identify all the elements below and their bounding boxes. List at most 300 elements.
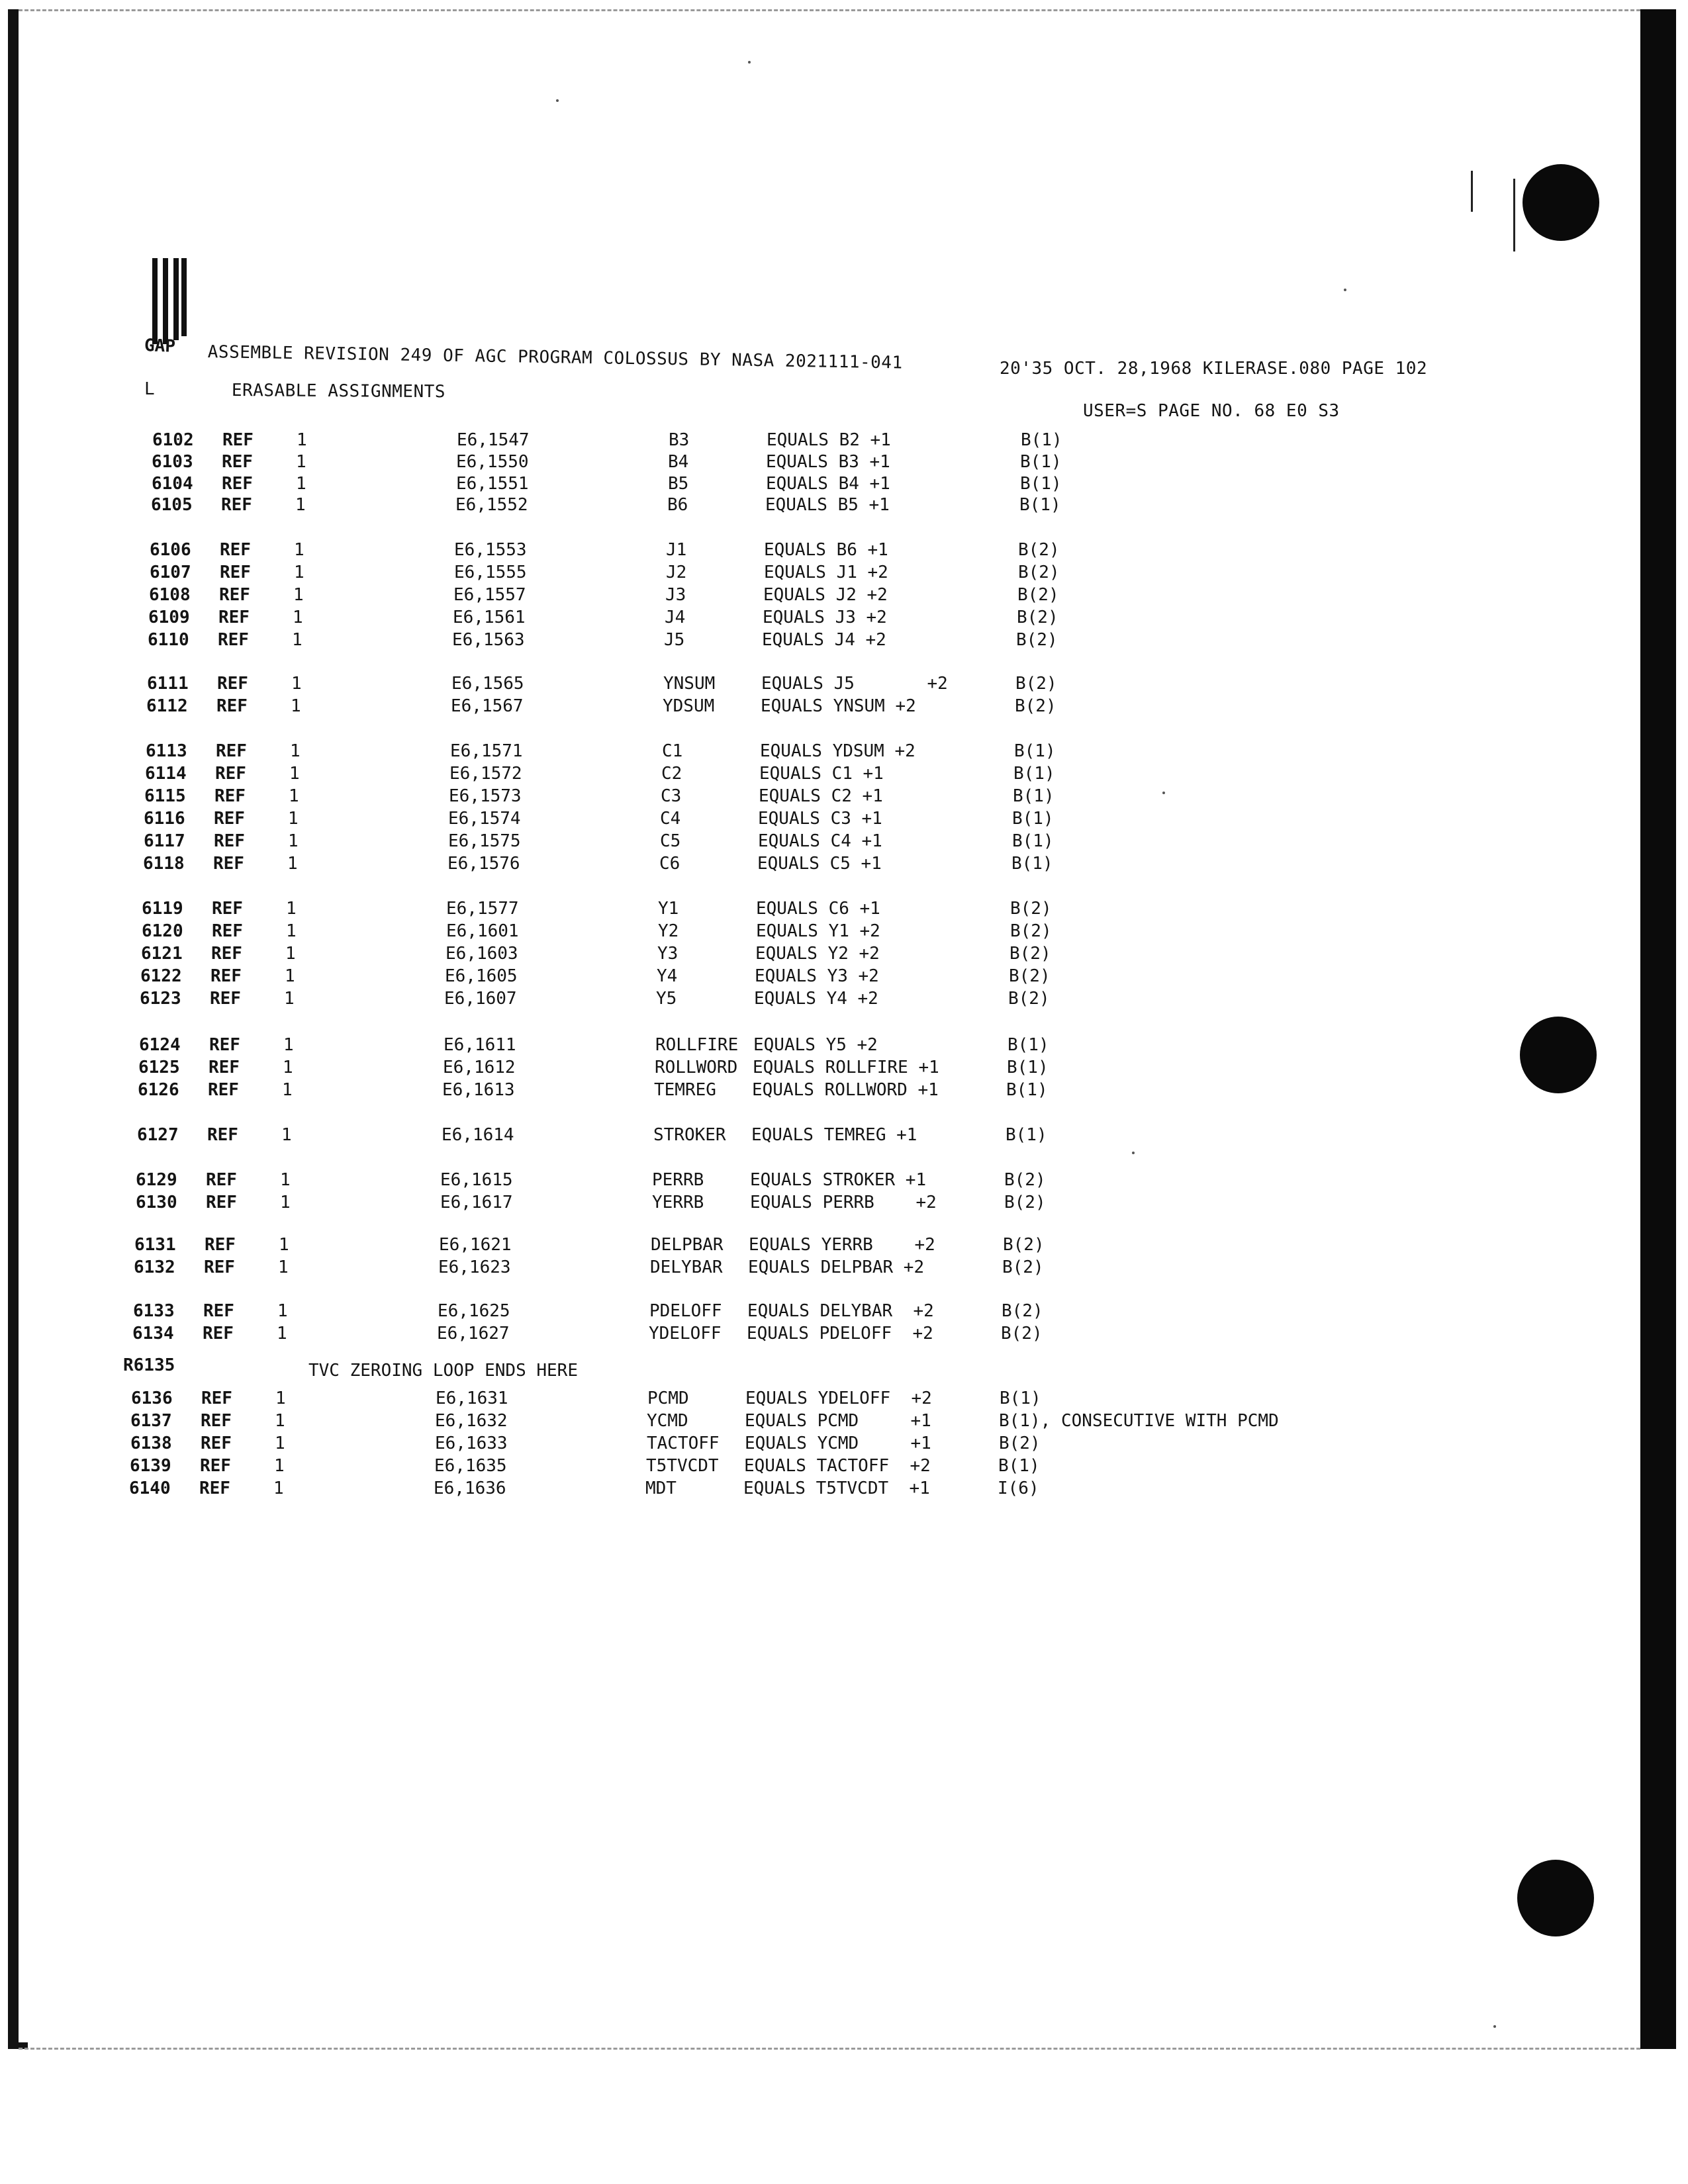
- storage-type: B(2): [1018, 540, 1060, 560]
- line-number: 6130: [136, 1193, 177, 1212]
- symbol-name: C5: [660, 831, 681, 851]
- op-code: REF: [208, 1080, 239, 1100]
- op-code: REF: [214, 831, 245, 851]
- listing-row: [0, 608, 1452, 627]
- line-number: 6117: [144, 831, 185, 851]
- listing-row: [0, 989, 1444, 1009]
- listing-row: [0, 1125, 1441, 1145]
- erasable-address: E6,1553: [454, 540, 527, 560]
- ref-count: 1: [280, 1193, 291, 1212]
- op-code: REF: [204, 1257, 235, 1277]
- line-number: 6108: [149, 585, 191, 605]
- equals-statement: EQUALS C4 +1: [758, 831, 882, 851]
- listing-row: [0, 1080, 1442, 1100]
- storage-type: B(1): [1020, 452, 1062, 472]
- equals-statement: EQUALS T5TVCDT +1: [743, 1479, 930, 1498]
- equals-statement: EQUALS B5 +1: [765, 495, 890, 515]
- storage-type: B(2): [1004, 1193, 1046, 1212]
- erasable-address: E6,1551: [456, 474, 529, 494]
- scan-speck: [748, 61, 751, 64]
- erasable-address: E6,1612: [443, 1058, 516, 1077]
- symbol-name: YNSUM: [663, 674, 716, 694]
- symbol-name: PERRB: [652, 1170, 704, 1190]
- scan-speck: [1132, 1152, 1135, 1154]
- ref-count: 1: [275, 1411, 285, 1431]
- op-code: REF: [213, 854, 244, 874]
- storage-type: B(2): [1009, 966, 1051, 986]
- symbol-name: C4: [660, 809, 681, 829]
- equals-statement: EQUALS YCMD +1: [745, 1433, 931, 1453]
- storage-type: B(2): [1015, 674, 1057, 694]
- equals-statement: EQUALS ROLLFIRE +1: [753, 1058, 939, 1077]
- symbol-name: YDELOFF: [649, 1324, 722, 1343]
- listing-row: [0, 764, 1449, 784]
- op-code: REF: [209, 1058, 240, 1077]
- listing-row: [0, 1193, 1440, 1212]
- listing-row: [0, 899, 1446, 919]
- user-page-number: USER=S PAGE NO. 68 E0 S3: [1083, 401, 1340, 421]
- op-code: REF: [214, 786, 246, 806]
- line-number: 6107: [150, 563, 191, 582]
- ref-count: 1: [292, 630, 303, 650]
- line-number: 6103: [152, 452, 193, 472]
- storage-type: B(1): [1014, 741, 1056, 761]
- line-number: 6113: [146, 741, 187, 761]
- erasable-address: E6,1607: [444, 989, 517, 1009]
- erasable-address: E6,1611: [444, 1035, 516, 1055]
- listing-row: [0, 474, 1456, 494]
- ref-count: 1: [286, 899, 297, 919]
- equals-statement: EQUALS YNSUM +2: [761, 696, 916, 716]
- ref-count: 1: [296, 452, 306, 472]
- ref-count: 1: [289, 764, 300, 784]
- equals-statement: EQUALS YDELOFF +2: [745, 1388, 932, 1408]
- listing-row: [0, 1257, 1438, 1277]
- listing-row: [0, 563, 1454, 582]
- op-code: REF: [220, 540, 251, 560]
- ref-count: 1: [297, 430, 307, 450]
- scan-speck: [1162, 792, 1165, 794]
- ref-count: 1: [293, 585, 304, 605]
- storage-type: B(1): [1011, 854, 1053, 874]
- storage-type: B(1): [1006, 1080, 1048, 1100]
- equals-statement: EQUALS J5 +2: [761, 674, 948, 694]
- op-code: REF: [203, 1324, 234, 1343]
- punch-hole-top: [1523, 164, 1599, 241]
- ref-count: 1: [296, 474, 306, 494]
- erasable-address: E6,1621: [439, 1235, 512, 1255]
- symbol-name: ROLLFIRE: [655, 1035, 739, 1055]
- op-code: REF: [200, 1456, 231, 1476]
- line-number: 6111: [147, 674, 189, 694]
- erasable-address: E6,1575: [448, 831, 521, 851]
- line-number: 6132: [134, 1257, 175, 1277]
- erasable-address: E6,1635: [434, 1456, 507, 1476]
- op-code: REF: [215, 764, 246, 784]
- line-number: 6134: [132, 1324, 174, 1343]
- listing-row: [0, 854, 1447, 874]
- erasable-address: E6,1613: [442, 1080, 515, 1100]
- equals-statement: EQUALS J2 +2: [763, 585, 888, 605]
- line-number: 6137: [130, 1411, 172, 1431]
- erasable-address: E6,1572: [449, 764, 522, 784]
- equals-statement: EQUALS Y4 +2: [754, 989, 878, 1009]
- erasable-address: E6,1574: [448, 809, 521, 829]
- storage-type: B(1): [1007, 1058, 1049, 1077]
- op-code: REF: [218, 630, 249, 650]
- symbol-name: PCMD: [647, 1388, 689, 1408]
- erasable-address: E6,1615: [440, 1170, 513, 1190]
- listing-row: [0, 674, 1451, 694]
- ref-count: 1: [277, 1301, 288, 1321]
- section-heading: ERASABLE ASSIGNMENTS: [231, 381, 446, 402]
- equals-statement: EQUALS TEMREG +1: [751, 1125, 917, 1145]
- symbol-name: YDSUM: [663, 696, 715, 716]
- equals-statement: EQUALS Y5 +2: [753, 1035, 878, 1055]
- erasable-address: E6,1555: [454, 563, 527, 582]
- line-number: 6120: [142, 921, 183, 941]
- symbol-name: YERRB: [652, 1193, 704, 1212]
- punch-hole-bottom: [1517, 1860, 1594, 1936]
- ref-count: 1: [288, 809, 299, 829]
- symbol-name: B6: [667, 495, 688, 515]
- erasable-address: E6,1552: [455, 495, 528, 515]
- storage-type: B(2): [1017, 608, 1058, 627]
- op-code: REF: [206, 1170, 237, 1190]
- line-number: 6116: [144, 809, 185, 829]
- listing-row: [0, 741, 1450, 761]
- op-code: REF: [199, 1479, 230, 1498]
- scan-speck: [556, 99, 559, 102]
- symbol-name: C6: [659, 854, 680, 874]
- equals-statement: EQUALS DELYBAR +2: [747, 1301, 934, 1321]
- line-number: 6136: [131, 1388, 173, 1408]
- punch-hole-middle: [1520, 1017, 1597, 1093]
- storage-type: B(1): [1013, 764, 1055, 784]
- listing-row: [0, 495, 1455, 515]
- op-code: REF: [206, 1193, 237, 1212]
- equals-statement: EQUALS B2 +1: [767, 430, 891, 450]
- equals-statement: EQUALS PERRB +2: [750, 1193, 937, 1212]
- symbol-name: TEMREG: [654, 1080, 716, 1100]
- erasable-address: E6,1625: [438, 1301, 510, 1321]
- page-top-edge: [19, 9, 1640, 11]
- op-code: REF: [221, 495, 252, 515]
- listing-row: [0, 831, 1448, 851]
- equals-statement: EQUALS PCMD +1: [745, 1411, 931, 1431]
- ref-count: 1: [291, 696, 301, 716]
- storage-type: B(1): [1006, 1125, 1047, 1145]
- storage-type: B(1): [1013, 786, 1055, 806]
- listing-row: [0, 696, 1450, 716]
- symbol-name: J4: [665, 608, 686, 627]
- listing-title: ASSEMBLE REVISION 249 OF AGC PROGRAM COLOSSUS BY NASA 2021111-041: [207, 342, 903, 373]
- line-number: 6140: [129, 1479, 171, 1498]
- margin-tick: [1471, 171, 1473, 212]
- line-number: 6139: [130, 1456, 171, 1476]
- line-number: 6118: [143, 854, 185, 874]
- op-code: REF: [222, 474, 253, 494]
- erasable-address: E6,1561: [453, 608, 526, 627]
- storage-type: B(2): [1001, 1324, 1043, 1343]
- listing-row: [0, 966, 1444, 986]
- storage-type: B(2): [1002, 1301, 1043, 1321]
- erasable-address: E6,1633: [435, 1433, 508, 1453]
- equals-statement: EQUALS DELPBAR +2: [748, 1257, 925, 1277]
- storage-type: B(1),: [999, 1411, 1051, 1431]
- op-code: REF: [207, 1125, 238, 1145]
- storage-type: B(2): [1002, 1257, 1044, 1277]
- listing-row: [0, 921, 1446, 941]
- line-number: 6126: [138, 1080, 179, 1100]
- symbol-name: ROLLWORD: [655, 1058, 738, 1077]
- storage-type: B(2): [1008, 989, 1050, 1009]
- op-code: REF: [222, 430, 254, 450]
- op-code: REF: [222, 452, 253, 472]
- ref-count: 1: [287, 854, 298, 874]
- erasable-address: E6,1605: [445, 966, 518, 986]
- equals-statement: EQUALS C3 +1: [758, 809, 882, 829]
- op-code: REF: [219, 585, 250, 605]
- equals-statement: EQUALS YDSUM +2: [760, 741, 915, 761]
- erasable-address: E6,1632: [435, 1411, 508, 1431]
- symbol-name: DELYBAR: [650, 1257, 723, 1277]
- listing-row: [0, 1456, 1434, 1476]
- equals-statement: EQUALS B6 +1: [764, 540, 888, 560]
- line-number: 6124: [139, 1035, 181, 1055]
- ref-count: 1: [288, 831, 299, 851]
- op-code: REF: [211, 966, 242, 986]
- op-code: REF: [201, 1411, 232, 1431]
- line-number: 6105: [151, 495, 193, 515]
- equals-statement: EQUALS C6 +1: [756, 899, 880, 919]
- erasable-address: E6,1623: [438, 1257, 511, 1277]
- line-number: 6125: [138, 1058, 180, 1077]
- line-number: 6112: [146, 696, 188, 716]
- listing-row: [0, 630, 1452, 650]
- op-code: REF: [201, 1388, 232, 1408]
- equals-statement: EQUALS TACTOFF +2: [744, 1456, 931, 1476]
- erasable-address: E6,1563: [452, 630, 525, 650]
- storage-type: B(1): [1000, 1388, 1041, 1408]
- op-code: REF: [209, 1035, 240, 1055]
- scan-speck: [1493, 2025, 1496, 2028]
- ref-count: 1: [293, 608, 303, 627]
- symbol-name: DELPBAR: [651, 1235, 724, 1255]
- op-code: REF: [220, 563, 251, 582]
- line-number: 6102: [152, 430, 194, 450]
- symbol-name: J3: [665, 585, 686, 605]
- remark-text: TVC ZEROING LOOP ENDS HERE: [308, 1361, 578, 1381]
- equals-statement: EQUALS C2 +1: [759, 786, 883, 806]
- op-code: REF: [210, 989, 241, 1009]
- symbol-name: Y2: [658, 921, 679, 941]
- ref-count: 1: [286, 921, 297, 941]
- listing-row: [0, 1058, 1442, 1077]
- ref-count: 1: [275, 1388, 286, 1408]
- erasable-address: E6,1603: [445, 944, 518, 964]
- symbol-name: MDT: [645, 1479, 677, 1498]
- equals-statement: EQUALS J4 +2: [762, 630, 886, 650]
- symbol-name: STROKER: [653, 1125, 726, 1145]
- op-code: REF: [212, 921, 243, 941]
- erasable-address: E6,1636: [434, 1479, 506, 1498]
- ref-count: 1: [278, 1257, 289, 1277]
- ref-count: 1: [277, 1324, 287, 1343]
- ref-count: 1: [294, 563, 305, 582]
- erasable-address: E6,1576: [447, 854, 520, 874]
- page-left-border: [8, 9, 19, 2049]
- ref-count: 1: [284, 989, 295, 1009]
- listing-row: [0, 452, 1456, 472]
- page-right-border: [1640, 9, 1676, 2049]
- row-comment: CONSECUTIVE WITH PCMD: [1061, 1411, 1279, 1431]
- symbol-name: Y4: [657, 966, 678, 986]
- erasable-address: E6,1550: [456, 452, 529, 472]
- line-number: 6109: [148, 608, 190, 627]
- erasable-address: E6,1547: [457, 430, 530, 450]
- op-code: REF: [218, 608, 250, 627]
- erasable-address: E6,1601: [446, 921, 519, 941]
- line-number: 6127: [137, 1125, 179, 1145]
- ref-count: 1: [285, 944, 296, 964]
- listing-row: [0, 944, 1445, 964]
- ref-count: 1: [281, 1125, 292, 1145]
- symbol-name: Y3: [657, 944, 679, 964]
- ref-count: 1: [291, 674, 302, 694]
- storage-type: B(1): [1012, 809, 1054, 829]
- ref-count: 1: [280, 1170, 291, 1190]
- listing-row: [0, 1388, 1435, 1408]
- symbol-name: J5: [664, 630, 685, 650]
- erasable-address: E6,1557: [453, 585, 526, 605]
- page-marker-bars: [152, 258, 187, 344]
- erasable-address: E6,1571: [450, 741, 523, 761]
- equals-statement: EQUALS Y2 +2: [755, 944, 880, 964]
- equals-statement: EQUALS B4 +1: [766, 474, 890, 494]
- equals-statement: EQUALS C1 +1: [759, 764, 884, 784]
- storage-type: B(1): [998, 1456, 1040, 1476]
- erasable-address: E6,1614: [442, 1125, 514, 1145]
- ref-count: 1: [273, 1479, 284, 1498]
- symbol-name: C1: [662, 741, 683, 761]
- op-code: REF: [214, 809, 245, 829]
- storage-type: B(2): [1016, 630, 1058, 650]
- storage-type: B(2): [1010, 899, 1052, 919]
- symbol-name: J1: [666, 540, 687, 560]
- line-number: 6121: [141, 944, 183, 964]
- listing-row: [0, 1324, 1436, 1343]
- listing-row: [0, 1433, 1434, 1453]
- storage-type: B(2): [999, 1433, 1041, 1453]
- symbol-name: B3: [669, 430, 690, 450]
- erasable-address: E6,1565: [451, 674, 524, 694]
- line-number: 6115: [144, 786, 186, 806]
- erasable-address: E6,1627: [437, 1324, 510, 1343]
- listing-row: [0, 809, 1448, 829]
- storage-type: B(1): [1019, 495, 1061, 515]
- equals-statement: EQUALS PDELOFF +2: [747, 1324, 933, 1343]
- equals-statement: EQUALS B3 +1: [766, 452, 890, 472]
- symbol-name: B5: [668, 474, 689, 494]
- line-number: 6104: [152, 474, 193, 494]
- symbol-name: J2: [666, 563, 687, 582]
- page-bottom-edge: [19, 2048, 1640, 2050]
- op-code: REF: [205, 1235, 236, 1255]
- equals-statement: EQUALS Y1 +2: [756, 921, 880, 941]
- symbol-name: TACTOFF: [647, 1433, 720, 1453]
- storage-type: B(1): [1020, 474, 1062, 494]
- listing-row: [0, 1235, 1438, 1255]
- equals-statement: EQUALS STROKER +1: [750, 1170, 927, 1190]
- ref-count: 1: [283, 1035, 294, 1055]
- erasable-address: E6,1567: [451, 696, 524, 716]
- storage-type: B(2): [1018, 563, 1060, 582]
- listing-row: [0, 1301, 1437, 1321]
- listing-row: [0, 786, 1448, 806]
- symbol-name: YCMD: [647, 1411, 688, 1431]
- line-number: 6119: [142, 899, 183, 919]
- op-code: REF: [201, 1433, 232, 1453]
- ref-count: 1: [295, 495, 306, 515]
- listing-timestamp: 20'35 OCT. 28,1968 KILERASE.080 PAGE 102: [1000, 359, 1428, 379]
- op-code: REF: [203, 1301, 234, 1321]
- left-marker: L: [144, 379, 156, 399]
- symbol-name: T5TVCDT: [646, 1456, 719, 1476]
- erasable-address: E6,1631: [436, 1388, 508, 1408]
- storage-type: B(2): [1015, 696, 1056, 716]
- erasable-address: E6,1617: [440, 1193, 513, 1212]
- ref-count: 1: [279, 1235, 289, 1255]
- corner-mark: GAP: [144, 336, 176, 357]
- symbol-name: Y5: [656, 989, 677, 1009]
- symbol-name: PDELOFF: [649, 1301, 722, 1321]
- remark-line-number: R6135: [123, 1355, 175, 1375]
- line-number: 6106: [150, 540, 191, 560]
- equals-statement: EQUALS Y3 +2: [755, 966, 879, 986]
- listing-row: [0, 1170, 1440, 1190]
- symbol-name: B4: [668, 452, 689, 472]
- storage-type: B(1): [1008, 1035, 1049, 1055]
- ref-count: 1: [283, 1058, 293, 1077]
- ref-count: 1: [274, 1456, 285, 1476]
- line-number: 6133: [133, 1301, 175, 1321]
- listing-row: [0, 540, 1454, 560]
- ref-count: 1: [282, 1080, 293, 1100]
- line-number: 6122: [140, 966, 182, 986]
- op-code: REF: [216, 696, 248, 716]
- erasable-address: E6,1573: [449, 786, 522, 806]
- storage-type: B(2): [1009, 944, 1051, 964]
- equals-statement: EQUALS ROLLWORD +1: [752, 1080, 939, 1100]
- line-number: 6131: [134, 1235, 176, 1255]
- ref-count: 1: [290, 741, 301, 761]
- listing-row: [0, 1035, 1443, 1055]
- listing-row: [0, 430, 1456, 450]
- ref-count: 1: [289, 786, 299, 806]
- op-code: REF: [216, 741, 247, 761]
- listing-row: [0, 585, 1453, 605]
- op-code: REF: [217, 674, 248, 694]
- symbol-name: C2: [661, 764, 682, 784]
- symbol-name: C3: [661, 786, 682, 806]
- line-number: 6110: [148, 630, 189, 650]
- equals-statement: EQUALS YERRB +2: [749, 1235, 935, 1255]
- listing-row: [0, 1411, 1434, 1431]
- op-code: REF: [212, 899, 243, 919]
- listing-row: [0, 1479, 1433, 1498]
- line-number: 6123: [140, 989, 181, 1009]
